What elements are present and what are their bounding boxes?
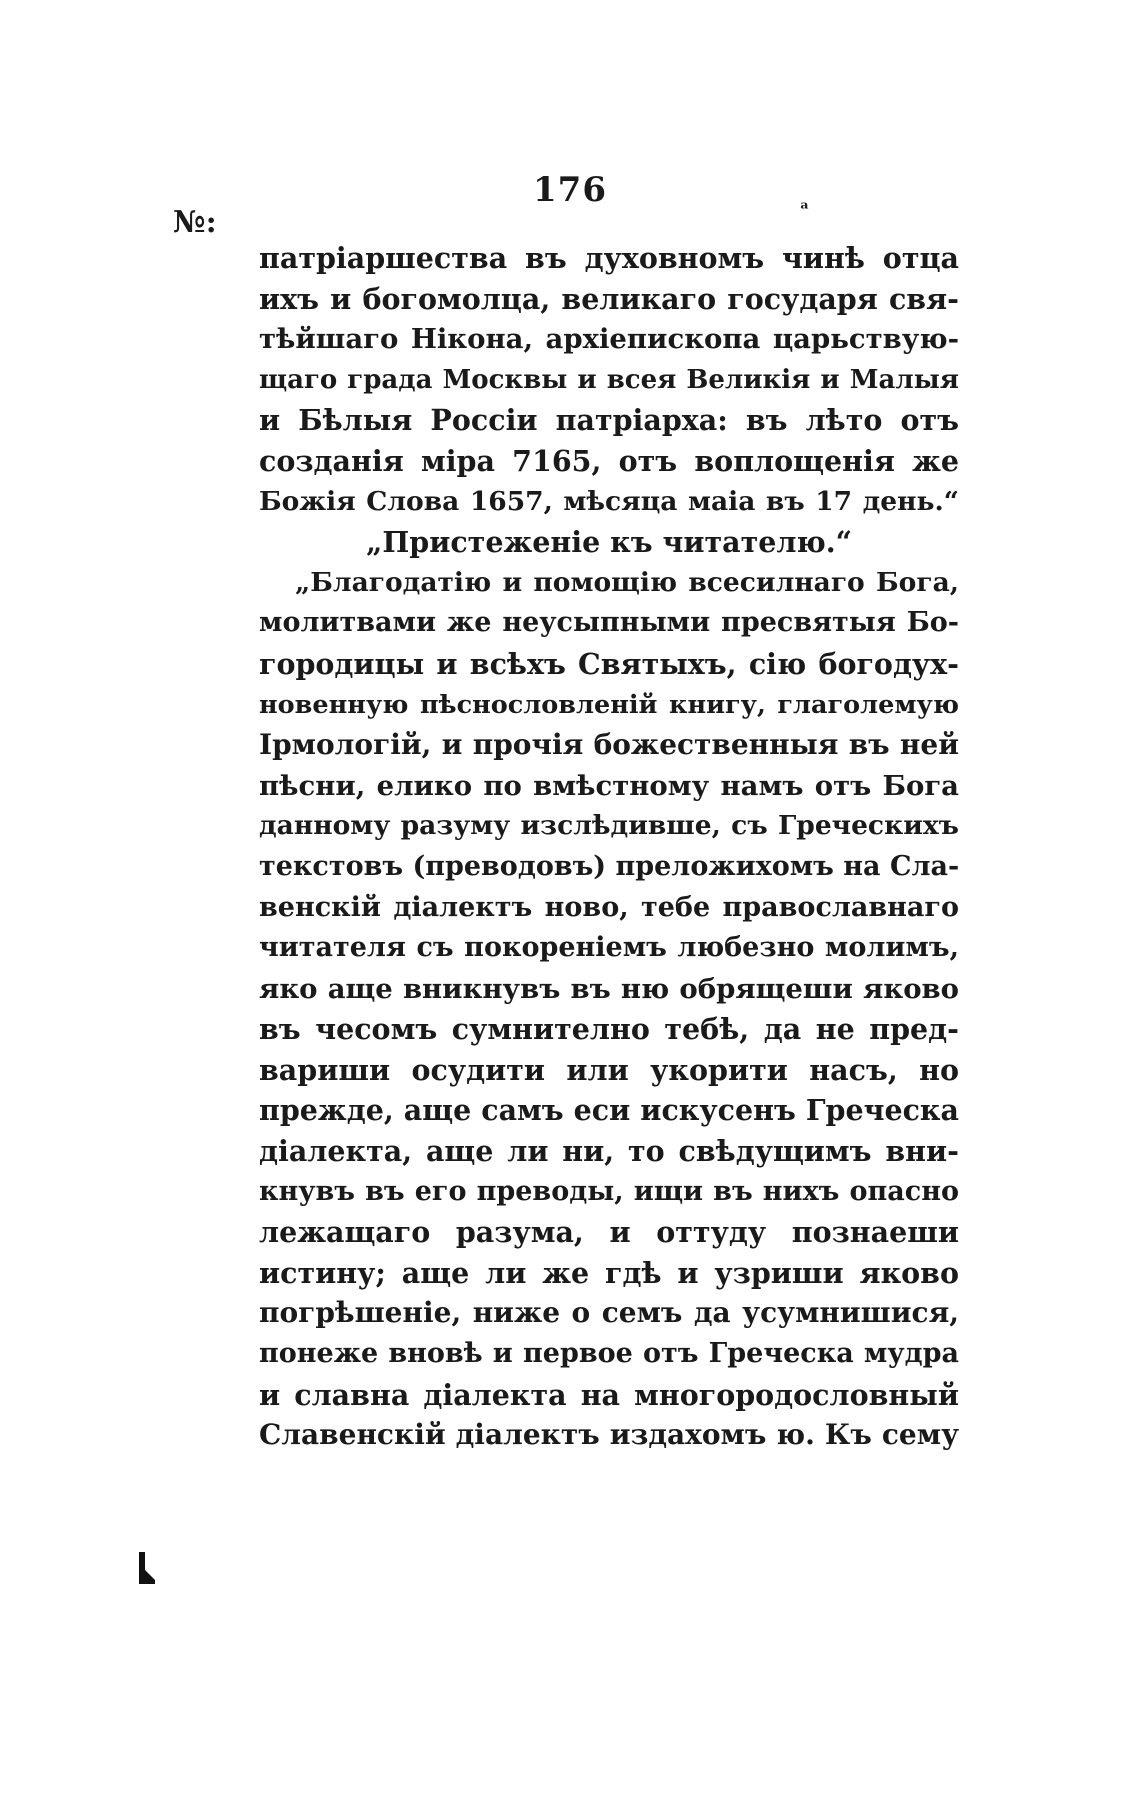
text-line: данному разуму изслѣдивше, съ Греческихъ <box>259 810 959 842</box>
text-line: патріаршества въ духовномъ чинѣ отца <box>259 241 959 275</box>
text-line: текстовъ (преводовъ) преложихомъ на Сла- <box>259 850 960 882</box>
text-line: Ірмологій, и прочія божественныя въ ней <box>259 728 959 762</box>
text-line: пѣсни, елико по вмѣстному намъ отъ Бога <box>259 769 959 802</box>
ink-speck: ᵃ <box>800 196 810 220</box>
text-line: понеже вновѣ и первое отъ Греческа мудра <box>259 1338 959 1370</box>
body-text <box>259 238 959 1456</box>
text-line: яко аще вникнувъ въ ню обрящеши яково <box>259 972 959 1005</box>
text-line: венскій діалектъ ново, тебе православнаго <box>259 891 959 923</box>
text-line: діалекта, аще ли ни, то свѣдущимъ вни- <box>259 1134 959 1169</box>
text-line: погрѣшеніе, ниже о семъ да усумнишися, <box>259 1296 959 1330</box>
text-line: городицы и всѣхъ Святыхъ, сію богодух- <box>259 646 959 681</box>
text-line: прежде, аще самъ еси искусенъ Греческа <box>259 1093 959 1128</box>
text-line: Божія Слова 1657, мѣсяца маіа въ 17 день.“ <box>259 485 959 517</box>
text-line: молитвами же неусыпными пресвятыя Бо- <box>259 607 959 639</box>
text-line: Славенскій діалектъ издахомъ ю. Къ сему <box>259 1418 959 1452</box>
text-line: „Благодатію и помощію всесилнаго Бога, <box>295 566 959 598</box>
text-line: вариши осудити или укорити насъ, но <box>259 1052 959 1087</box>
text-line: читателя съ покореніемъ любезно молимъ, <box>259 932 959 964</box>
signature-mark: №: <box>173 205 217 240</box>
text-line: тѣйшаго Нікона, архіепископа царьствую- <box>259 323 959 356</box>
text-line: и славна діалекта на многородословный <box>259 1377 959 1412</box>
text-line: истину; аще ли же гдѣ и узриши яково <box>259 1255 959 1290</box>
text-line: въ чесомъ сумнително тебѣ, да не пред- <box>259 1012 959 1047</box>
text-line: щаго града Москвы и всея Великія и Малыя <box>259 364 959 395</box>
printer-mark <box>137 1550 157 1586</box>
text-line: ихъ и богомолца, великаго государя свя- <box>259 281 959 316</box>
text-line: лежащаго разума, и оттуду познаеши <box>259 1215 959 1250</box>
page-number: 176 <box>533 170 607 210</box>
section-heading: „Пристеженіе къ читателю.“ <box>365 525 853 560</box>
text-line: и Бѣлыя Россіи патріарха: въ лѣто отъ <box>259 403 959 438</box>
text-line: созданія міра 7165, отъ воплощенія же <box>259 443 959 478</box>
text-line: новенную пѣснословленій книгу, глаголемую <box>259 689 959 720</box>
text-line: кнувъ въ его преводы, ищи въ нихъ опасно <box>259 1175 959 1207</box>
